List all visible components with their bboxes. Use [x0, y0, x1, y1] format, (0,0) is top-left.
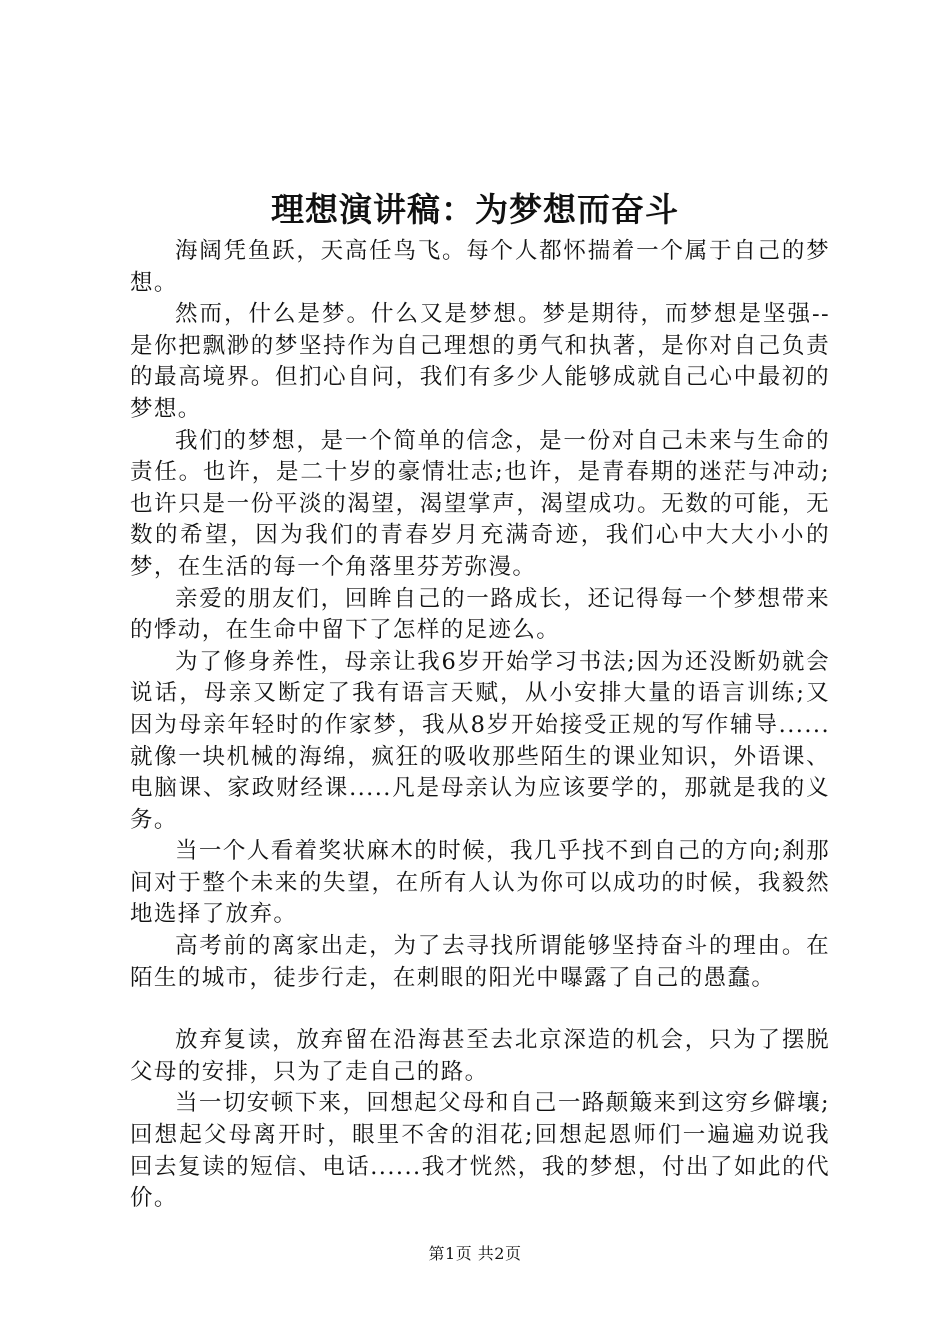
paragraph: 亲爱的朋友们，回眸自己的一路成长，还记得每一个梦想带来的悸动，在生命中留下了怎样的足迹么。	[130, 585, 830, 644]
paragraph: 为了修身养性，母亲让我6岁开始学习书法;因为还没断奶就会说话，母亲又断定了我有语言天赋，从小安排大量的语言训练;又因为母亲年轻时的作家梦，我从8岁开始接受正规的写作辅导......就像一块机械的海绵，疯狂的吸收那些陌生的课业知识，外语课、电脑课、家政财经课.....凡是母亲认为应该要学的，那就是我的义务。	[130, 648, 830, 833]
paragraph: 海阔凭鱼跃，天高任鸟飞。每个人都怀揣着一个属于自己的梦想。	[130, 238, 830, 296]
paragraph: 然而，什么是梦。什么又是梦想。梦是期待，而梦想是坚强--是你把飘渺的梦坚持作为自己理想的勇气和执著，是你对自己负责的最高境界。但扪心自问，我们有多少人能够成就自己心中最初的梦想。	[130, 301, 830, 422]
paragraph: 当一个人看着奖状麻木的时候，我几乎找不到自己的方向;刹那间对于整个未来的失望，在所有人认为你可以成功的时候，我毅然地选择了放弃。	[130, 838, 830, 928]
document-body	[130, 236, 830, 1215]
document-title: 理想演讲稿：为梦想而奋斗	[271, 190, 679, 229]
page-footer: 第1页 共2页	[428, 1244, 522, 1263]
paragraph: 我们的梦想，是一个简单的信念，是一份对自己未来与生命的责任。也许，是二十岁的豪情壮志;也许，是青春期的迷茫与冲动;也许只是一份平淡的渴望，渴望掌声，渴望成功。无数的可能，无数的希望，因为我们的青春岁月充满奇迹，我们心中大大小小的梦，在生活的每一个角落里芬芳弥漫。	[130, 427, 830, 580]
paragraph: 放弃复读，放弃留在沿海甚至去北京深造的机会，只为了摆脱父母的安排，只为了走自己的路。	[130, 1027, 830, 1085]
paragraph: 当一切安顿下来，回想起父母和自己一路颠簸来到这穷乡僻壤;回想起父母离开时，眼里不舍的泪花;回想起恩师们一遍遍劝说我回去复读的短信、电话......我才恍然，我的梦想，付出了如此的代价。	[130, 1090, 830, 1212]
paragraph: 高考前的离家出走，为了去寻找所谓能够坚持奋斗的理由。在陌生的城市，徒步行走，在刺眼的阳光中曝露了自己的愚蠢。	[130, 933, 830, 991]
